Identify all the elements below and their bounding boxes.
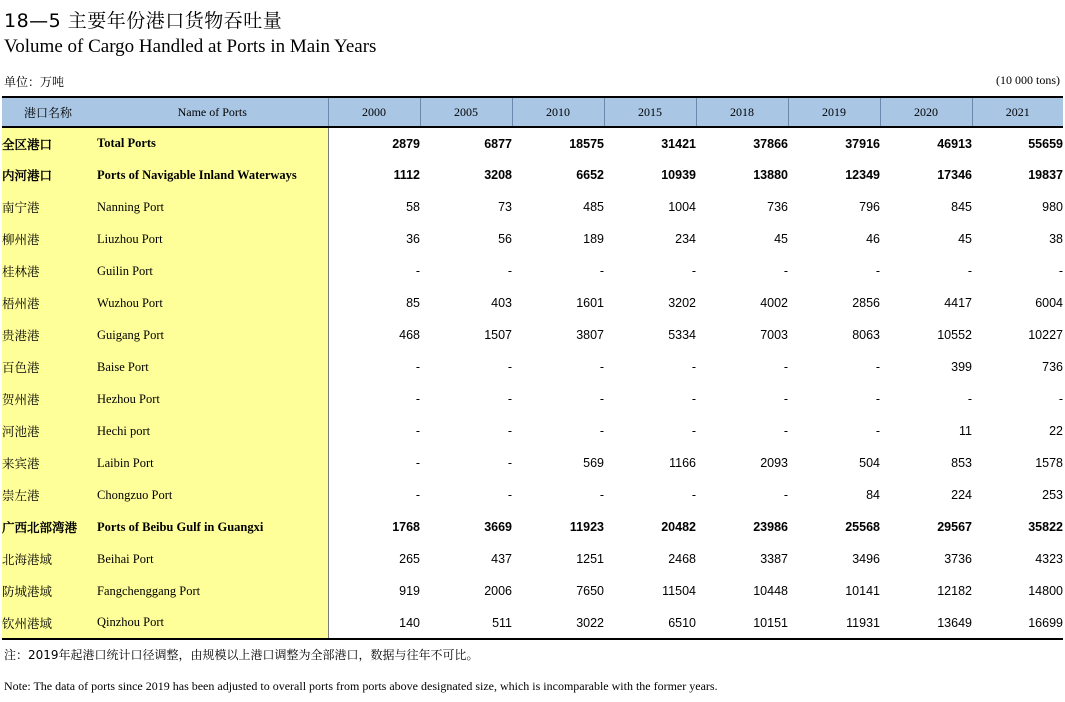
cell-value: 58 bbox=[406, 200, 420, 214]
cell-value: 3208 bbox=[484, 168, 512, 182]
table-row bbox=[2, 575, 1063, 607]
cell-value: 56 bbox=[498, 232, 512, 246]
cell-value: 10141 bbox=[845, 584, 880, 598]
cell-value: - bbox=[783, 360, 788, 374]
cell-value: 736 bbox=[1042, 360, 1063, 374]
cell-value: 45 bbox=[774, 232, 788, 246]
cell-value: - bbox=[691, 392, 696, 406]
cell-value: - bbox=[599, 264, 604, 278]
table-row bbox=[2, 191, 1063, 223]
cell-value: 46913 bbox=[937, 136, 972, 151]
cell-value: 2006 bbox=[484, 584, 512, 598]
cell-value: - bbox=[691, 488, 696, 502]
cell-value: 11923 bbox=[569, 520, 604, 534]
cargo-table bbox=[2, 96, 1063, 640]
port-name-en: Hezhou Port bbox=[97, 383, 328, 415]
port-name-en: Ports of Beibu Gulf in Guangxi bbox=[97, 511, 328, 543]
table-row bbox=[2, 319, 1063, 351]
cell-value: 18575 bbox=[569, 136, 604, 151]
header-year: 2019 bbox=[788, 97, 880, 127]
table-row bbox=[2, 447, 1063, 479]
cell-value: 46 bbox=[866, 232, 880, 246]
header-name-cn: 港口名称 bbox=[2, 97, 97, 127]
cell-value: - bbox=[507, 424, 512, 438]
cell-value: - bbox=[691, 264, 696, 278]
cell-value: 5334 bbox=[668, 328, 696, 342]
cell-value: 36 bbox=[406, 232, 420, 246]
cell-value: 13880 bbox=[753, 168, 788, 182]
table-row bbox=[2, 543, 1063, 575]
cell-value: 3669 bbox=[484, 520, 512, 534]
port-name-en: Chongzuo Port bbox=[97, 479, 328, 511]
port-name-en: Beihai Port bbox=[97, 543, 328, 575]
cell-value: 980 bbox=[1042, 200, 1063, 214]
cell-value: 11 bbox=[959, 424, 972, 438]
cell-value: 31421 bbox=[661, 136, 696, 151]
cell-value: - bbox=[599, 488, 604, 502]
cell-value: - bbox=[599, 424, 604, 438]
cell-value: - bbox=[1058, 264, 1063, 278]
header-year: 2015 bbox=[604, 97, 696, 127]
header-year: 2010 bbox=[512, 97, 604, 127]
cell-value: 85 bbox=[406, 296, 420, 310]
cell-value: 8063 bbox=[852, 328, 880, 342]
cell-value: 853 bbox=[951, 456, 972, 470]
cell-value: - bbox=[783, 424, 788, 438]
cell-value: 10552 bbox=[937, 328, 972, 342]
cell-value: 736 bbox=[767, 200, 788, 214]
note-en: Note: The data of ports since 2019 has been adjusted to overall ports from ports above designated size, which is incomparable with the former years. bbox=[4, 679, 718, 693]
port-name-cn: 全区港口 bbox=[2, 127, 97, 159]
port-name-cn: 北海港域 bbox=[2, 543, 97, 575]
cell-value: 6004 bbox=[1035, 296, 1063, 310]
port-name-cn: 桂林港 bbox=[2, 255, 97, 287]
cell-value: 7650 bbox=[576, 584, 604, 598]
table-row bbox=[2, 127, 1063, 159]
cell-value: 12182 bbox=[937, 584, 972, 598]
cell-value: 3807 bbox=[576, 328, 604, 342]
table-row bbox=[2, 479, 1063, 511]
cell-value: 13649 bbox=[937, 615, 972, 630]
cell-value: 2093 bbox=[760, 456, 788, 470]
header-year: 2000 bbox=[328, 97, 420, 127]
cell-value: - bbox=[875, 424, 880, 438]
port-name-en: Hechi port bbox=[97, 415, 328, 447]
cell-value: 1507 bbox=[484, 328, 512, 342]
cell-value: - bbox=[967, 392, 972, 406]
cell-value: - bbox=[599, 392, 604, 406]
port-name-en: Qinzhou Port bbox=[97, 607, 328, 639]
cell-value: - bbox=[415, 456, 420, 470]
cell-value: 1112 bbox=[393, 168, 420, 182]
cell-value: 2468 bbox=[668, 552, 696, 566]
cell-value: 3496 bbox=[852, 552, 880, 566]
cell-value: 10939 bbox=[661, 168, 696, 182]
unit-label-cn: 单位：万吨 bbox=[4, 75, 65, 89]
port-name-cn: 百色港 bbox=[2, 351, 97, 383]
cell-value: 796 bbox=[859, 200, 880, 214]
cell-value: 485 bbox=[583, 200, 604, 214]
cell-value: 1768 bbox=[392, 520, 420, 534]
port-name-en: Nanning Port bbox=[97, 191, 328, 223]
cell-value: 16699 bbox=[1028, 615, 1063, 630]
cell-value: 3022 bbox=[576, 615, 604, 630]
cell-value: 23986 bbox=[753, 520, 788, 534]
cell-value: 84 bbox=[866, 488, 880, 502]
cell-value: - bbox=[415, 424, 420, 438]
cell-value: 6652 bbox=[576, 168, 604, 182]
header-name-en: Name of Ports bbox=[97, 97, 328, 127]
page-title-en: Volume of Cargo Handled at Ports in Main Years bbox=[4, 36, 377, 57]
port-name-en: Guilin Port bbox=[97, 255, 328, 287]
cell-value: 37916 bbox=[845, 136, 880, 151]
cell-value: 253 bbox=[1042, 488, 1063, 502]
cell-value: - bbox=[783, 488, 788, 502]
cell-value: 22 bbox=[1049, 424, 1063, 438]
table-row bbox=[2, 287, 1063, 319]
cell-value: 19837 bbox=[1028, 168, 1063, 182]
port-name-cn: 来宾港 bbox=[2, 447, 97, 479]
cell-value: 3387 bbox=[760, 552, 788, 566]
port-name-cn: 内河港口 bbox=[2, 159, 97, 191]
table-row bbox=[2, 511, 1063, 543]
cell-value: - bbox=[875, 360, 880, 374]
cell-value: 569 bbox=[583, 456, 604, 470]
cell-value: - bbox=[875, 264, 880, 278]
cell-value: - bbox=[783, 392, 788, 406]
port-name-cn: 广西北部湾港 bbox=[2, 511, 97, 543]
cell-value: - bbox=[1058, 392, 1063, 406]
cell-value: 11931 bbox=[846, 615, 880, 630]
cell-value: 17346 bbox=[937, 168, 972, 182]
cell-value: 845 bbox=[951, 200, 972, 214]
cell-value: 6510 bbox=[668, 615, 696, 630]
cell-value: - bbox=[415, 360, 420, 374]
cell-value: 1004 bbox=[668, 200, 696, 214]
port-name-cn: 贵港港 bbox=[2, 319, 97, 351]
table-row bbox=[2, 351, 1063, 383]
cell-value: 35822 bbox=[1028, 520, 1063, 534]
cell-value: - bbox=[415, 488, 420, 502]
table-row bbox=[2, 223, 1063, 255]
cell-value: 10227 bbox=[1028, 328, 1063, 342]
cell-value: 140 bbox=[399, 615, 420, 630]
cell-value: 55659 bbox=[1028, 136, 1063, 151]
cell-value: - bbox=[507, 264, 512, 278]
port-name-cn: 防城港域 bbox=[2, 575, 97, 607]
note-cn: 注：2019年起港口统计口径调整，由规模以上港口调整为全部港口，数据与往年不可比。 bbox=[4, 648, 479, 662]
cell-value: 189 bbox=[583, 232, 604, 246]
port-name-en: Total Ports bbox=[97, 127, 328, 159]
cell-value: 399 bbox=[951, 360, 972, 374]
header-year: 2018 bbox=[696, 97, 788, 127]
cell-value: 25568 bbox=[845, 520, 880, 534]
cell-value: - bbox=[415, 264, 420, 278]
table-header-row bbox=[2, 97, 1063, 127]
port-name-en: Guigang Port bbox=[97, 319, 328, 351]
table-row bbox=[2, 607, 1063, 639]
cell-value: - bbox=[783, 264, 788, 278]
port-name-en: Liuzhou Port bbox=[97, 223, 328, 255]
cell-value: 1578 bbox=[1035, 456, 1063, 470]
port-name-cn: 柳州港 bbox=[2, 223, 97, 255]
cell-value: 20482 bbox=[661, 520, 696, 534]
cell-value: 2856 bbox=[852, 296, 880, 310]
cell-value: 7003 bbox=[760, 328, 788, 342]
cell-value: 37866 bbox=[753, 136, 788, 151]
port-name-en: Wuzhou Port bbox=[97, 287, 328, 319]
table-row bbox=[2, 383, 1063, 415]
port-name-cn: 梧州港 bbox=[2, 287, 97, 319]
cell-value: 4002 bbox=[760, 296, 788, 310]
cell-value: - bbox=[507, 392, 512, 406]
cell-value: 3202 bbox=[668, 296, 696, 310]
cell-value: - bbox=[507, 360, 512, 374]
table-body bbox=[2, 127, 1063, 639]
cell-value: 2879 bbox=[392, 136, 420, 151]
port-name-cn: 崇左港 bbox=[2, 479, 97, 511]
cell-value: 234 bbox=[675, 232, 696, 246]
cell-value: 919 bbox=[399, 584, 420, 598]
cell-value: 437 bbox=[491, 552, 512, 566]
port-name-cn: 南宁港 bbox=[2, 191, 97, 223]
table-row bbox=[2, 159, 1063, 191]
cell-value: - bbox=[415, 392, 420, 406]
cell-value: 10151 bbox=[753, 615, 788, 630]
port-name-en: Ports of Navigable Inland Waterways bbox=[97, 159, 328, 191]
page-title-cn: 18—5 主要年份港口货物吞吐量 bbox=[4, 10, 283, 32]
unit-label-en: (10 000 tons) bbox=[996, 73, 1060, 87]
cell-value: 468 bbox=[399, 328, 420, 342]
cell-value: 403 bbox=[491, 296, 512, 310]
cell-value: - bbox=[507, 488, 512, 502]
cell-value: 14800 bbox=[1028, 584, 1063, 598]
port-name-cn: 河池港 bbox=[2, 415, 97, 447]
table-row bbox=[2, 255, 1063, 287]
cell-value: 11504 bbox=[662, 584, 696, 598]
port-name-cn: 钦州港域 bbox=[2, 607, 97, 639]
cell-value: 265 bbox=[399, 552, 420, 566]
cell-value: 511 bbox=[492, 615, 512, 630]
cell-value: 29567 bbox=[937, 520, 972, 534]
cell-value: - bbox=[691, 424, 696, 438]
cell-value: - bbox=[599, 360, 604, 374]
cell-value: 4417 bbox=[944, 296, 972, 310]
table-row bbox=[2, 415, 1063, 447]
cell-value: 504 bbox=[859, 456, 880, 470]
cell-value: 3736 bbox=[944, 552, 972, 566]
cell-value: - bbox=[875, 392, 880, 406]
port-name-en: Laibin Port bbox=[97, 447, 328, 479]
cell-value: 4323 bbox=[1035, 552, 1063, 566]
cell-value: 73 bbox=[498, 200, 512, 214]
cell-value: - bbox=[507, 456, 512, 470]
port-name-en: Fangchenggang Port bbox=[97, 575, 328, 607]
header-year: 2021 bbox=[972, 97, 1063, 127]
cell-value: 6877 bbox=[484, 136, 512, 151]
cell-value: 38 bbox=[1049, 232, 1063, 246]
cell-value: 1166 bbox=[669, 456, 696, 470]
port-name-en: Baise Port bbox=[97, 351, 328, 383]
cell-value: 45 bbox=[958, 232, 972, 246]
cell-value: 1601 bbox=[576, 296, 604, 310]
header-year: 2020 bbox=[880, 97, 972, 127]
port-name-cn: 贺州港 bbox=[2, 383, 97, 415]
cell-value: 12349 bbox=[845, 168, 880, 182]
cell-value: - bbox=[967, 264, 972, 278]
cell-value: - bbox=[691, 360, 696, 374]
header-year: 2005 bbox=[420, 97, 512, 127]
cell-value: 1251 bbox=[576, 552, 604, 566]
cell-value: 10448 bbox=[753, 584, 788, 598]
cell-value: 224 bbox=[951, 488, 972, 502]
